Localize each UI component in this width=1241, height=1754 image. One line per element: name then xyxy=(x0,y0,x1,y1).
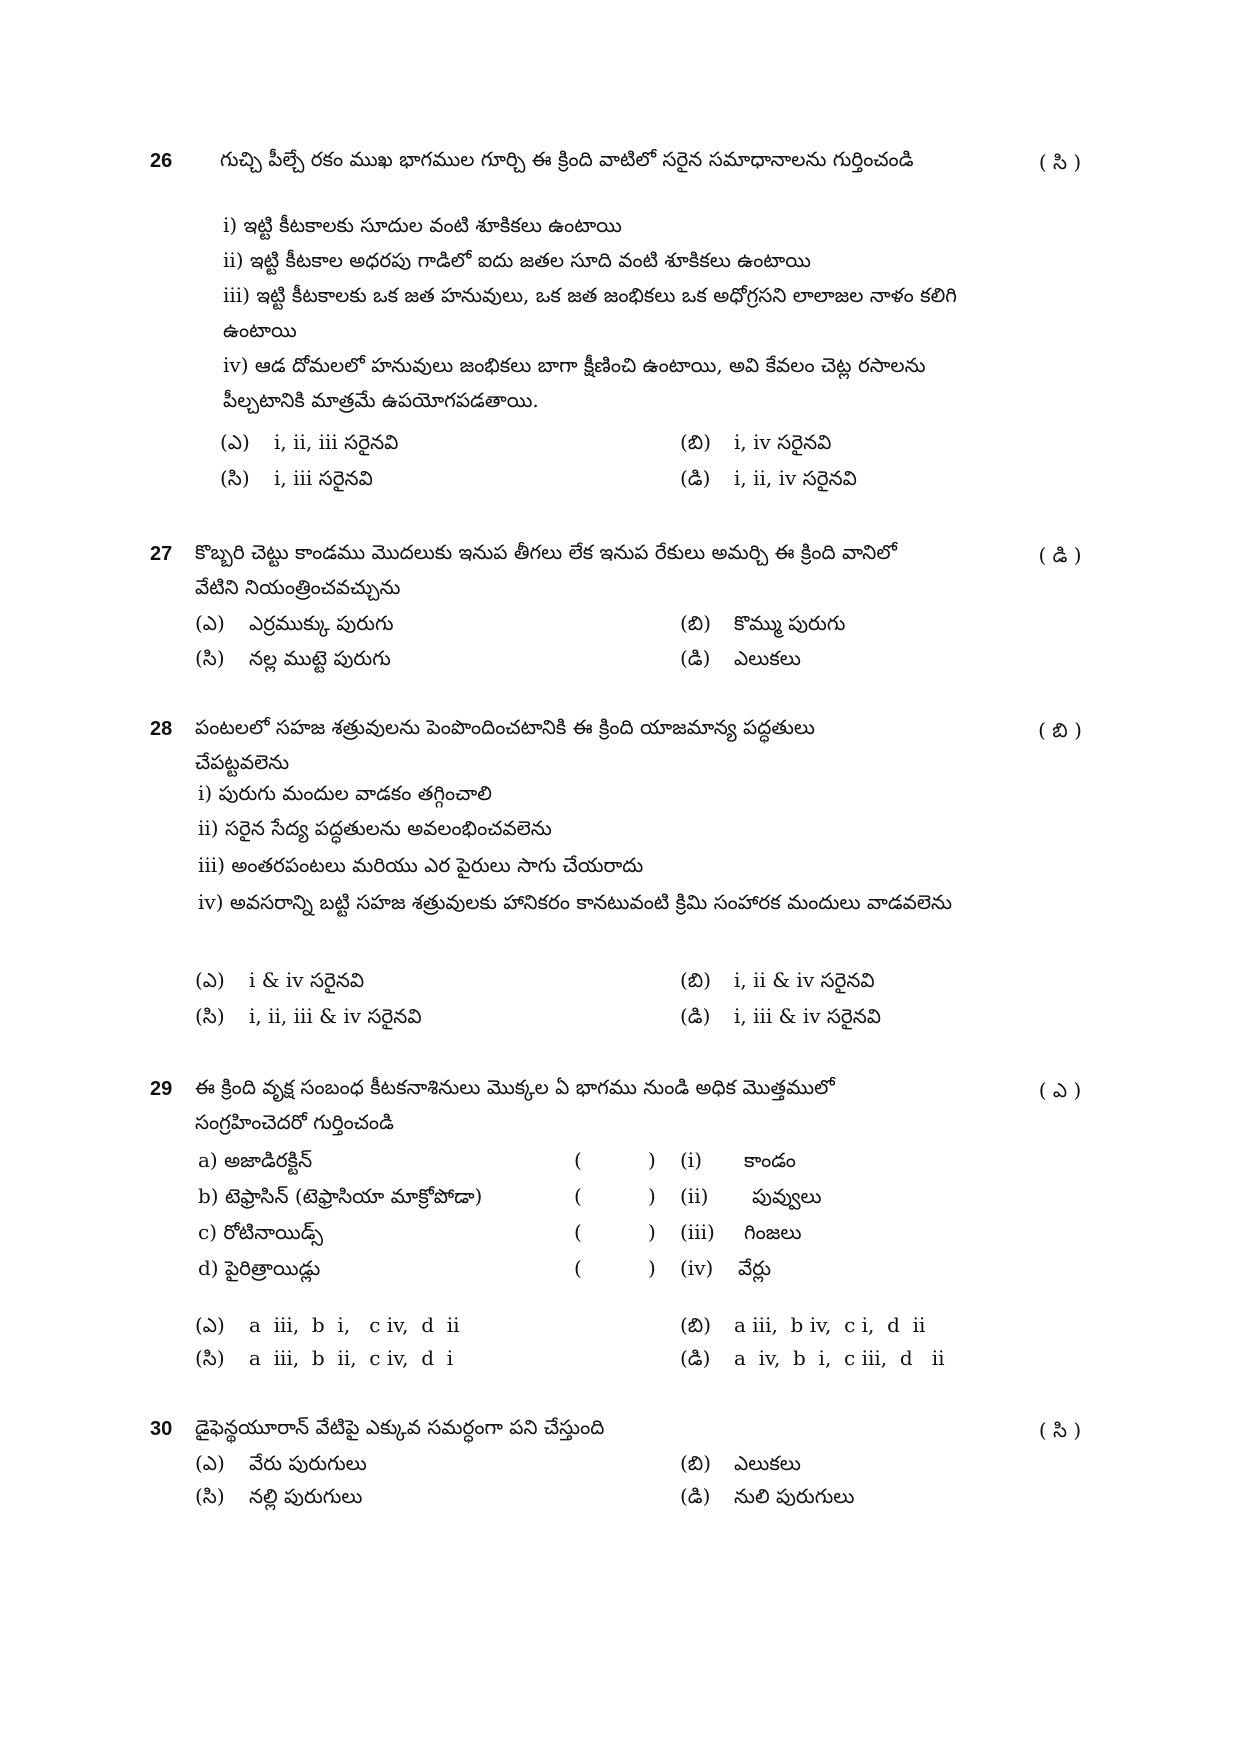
match-bracket-open: ( xyxy=(574,1148,582,1172)
match-bracket-open: ( xyxy=(574,1256,582,1280)
option-text: ఎర్రముక్కు పురుగు xyxy=(249,611,394,635)
option-b[interactable] xyxy=(680,1313,925,1342)
option-d[interactable] xyxy=(680,466,857,495)
option-label: (ఎ) xyxy=(195,968,225,992)
question-text: గుచ్చి పీల్చే రకం ముఖ భాగముల గూర్చి ఈ క్రింది వాటిలో సరైన సమాధానాలను గుర్తించండి xyxy=(220,147,914,171)
option-text: వేరు పురుగులు xyxy=(249,1451,367,1475)
option-label: (ఎ) xyxy=(220,430,250,454)
statement: ii) ఇట్టి కీటకాల అధరపు గాడిలో ఐదు జతల సూది వంటి శూకికలు ఉంటాయి xyxy=(223,248,811,272)
option-label: (డి) xyxy=(680,1004,711,1028)
option-c[interactable] xyxy=(220,466,373,495)
question-text: డైఫెన్థయూరాన్ వేటిపై ఎక్కువ సమర్ధంగా పని చేస్తుంది xyxy=(195,1415,605,1439)
option-a[interactable] xyxy=(195,1451,367,1480)
match-right: గింజలు xyxy=(744,1220,802,1244)
question-text: కొబ్బరి చెట్టు కాండము మొదలుకు ఇనుప తీగలు లేక ఇనుప రేకులు అమర్చి ఈ క్రింది వానిలో వేటిని నియంత్రించవచ్చును xyxy=(195,540,897,599)
option-text: ఎలుకలు xyxy=(734,1451,801,1475)
option-text: నల్లి పురుగులు xyxy=(249,1484,363,1508)
option-label: (ఎ) xyxy=(195,611,225,635)
question-text: పంటలలో సహజ శత్రువులను పెంపొందించటానికి ఈ క్రింది యాజమాన్య పద్ధతులు చేపట్టవలెను xyxy=(195,715,815,774)
option-c[interactable] xyxy=(195,1004,422,1033)
statement: iv) అవసరాన్ని బట్టి సహజ శత్రువులకు హానికరం కానటువంటి క్రిమి సంహారక మందులు వాడవలెను xyxy=(198,890,953,914)
match-left: b) టెఫ్రాసిన్ (టెఫ్రాసియా మాక్రోపోడా) xyxy=(198,1184,483,1208)
answer-key: ( బి ) xyxy=(1038,718,1082,742)
match-bracket-close: ) xyxy=(648,1256,656,1280)
match-left: c) రోటినాయిడ్స్ xyxy=(198,1220,323,1244)
match-number: (ii) xyxy=(680,1184,709,1208)
option-label: (బి) xyxy=(680,1313,712,1337)
option-c[interactable] xyxy=(195,1484,362,1513)
answer-key: ( సి ) xyxy=(1038,1418,1082,1442)
option-label: (సి) xyxy=(195,1484,225,1508)
match-left: a) అజాడిరక్టిన్ xyxy=(198,1148,313,1172)
statement: i) ఇట్టి కీటకాలకు సూదుల వంటి శూకికలు ఉంటాయి xyxy=(223,213,622,237)
question-number: 27 xyxy=(150,543,173,565)
option-label: (సి) xyxy=(220,466,250,490)
option-a[interactable] xyxy=(195,968,364,997)
option-text: i, iii & iv సరైనవి xyxy=(734,1004,882,1028)
option-a[interactable] xyxy=(220,430,398,459)
option-text: నల్ల ముట్టె పురుగు xyxy=(249,646,391,670)
match-right: పువ్వులు xyxy=(752,1184,822,1208)
answer-key: ( సి ) xyxy=(1038,150,1082,174)
option-text: i, ii, iv సరైనవి xyxy=(734,466,857,490)
answer-key: ( ఎ ) xyxy=(1038,1078,1082,1102)
statement: iii) అంతరపంటలు మరియు ఎర పైరులు సాగు చేయరాదు xyxy=(198,853,644,877)
match-number: (iii) xyxy=(680,1220,715,1244)
option-text: కొమ్ము పురుగు xyxy=(734,611,846,635)
option-text: a iv, b i, c iii, d ii xyxy=(734,1346,945,1370)
option-label: (డి) xyxy=(680,1484,711,1508)
option-label: (బి) xyxy=(680,1451,712,1475)
option-label: (ఎ) xyxy=(195,1451,225,1475)
option-text: a iii, b iv, c i, d ii xyxy=(734,1313,926,1337)
question-number: 28 xyxy=(150,718,173,740)
match-right: వేర్లు xyxy=(738,1256,771,1280)
option-text: i, ii, iii సరైనవి xyxy=(274,430,399,454)
option-label: (డి) xyxy=(680,466,711,490)
option-d[interactable] xyxy=(680,1484,854,1513)
option-d[interactable] xyxy=(680,646,801,675)
option-text: ఎలుకలు xyxy=(734,646,801,670)
option-c[interactable] xyxy=(195,646,391,675)
question-number: 30 xyxy=(150,1418,173,1440)
option-b[interactable] xyxy=(680,1451,801,1480)
option-text: i & iv సరైనవి xyxy=(249,968,365,992)
option-text: నులి పురుగులు xyxy=(734,1484,855,1508)
option-label: (బి) xyxy=(680,611,712,635)
option-b[interactable] xyxy=(680,968,875,997)
match-bracket-close: ) xyxy=(648,1184,656,1208)
statement: i) పురుగు మందుల వాడకం తగ్గించాలి xyxy=(198,781,492,805)
option-label: (బి) xyxy=(680,968,712,992)
option-label: (డి) xyxy=(680,646,711,670)
match-number: (iv) xyxy=(680,1256,714,1280)
match-right: కాండం xyxy=(744,1148,796,1172)
question-number: 29 xyxy=(150,1078,173,1100)
option-text: i, iv సరైనవి xyxy=(734,430,832,454)
option-a[interactable] xyxy=(195,1313,460,1342)
match-bracket-close: ) xyxy=(648,1148,656,1172)
option-a[interactable] xyxy=(195,611,394,640)
option-text: i, iii సరైనవి xyxy=(274,466,373,490)
option-text: i, ii & iv సరైనవి xyxy=(734,968,875,992)
option-b[interactable] xyxy=(680,611,845,640)
option-label: (సి) xyxy=(195,646,225,670)
statement: iii) ఇట్టి కీటకాలకు ఒక జత హనువులు, ఒక జత జంభికలు ఒక అధోగ్రసని లాలాజల నాళం కలిగి ఉంటాయి xyxy=(223,283,957,342)
option-label: (డి) xyxy=(680,1346,711,1370)
option-d[interactable] xyxy=(680,1004,881,1033)
statement: ii) సరైన సేద్య పద్ధతులను అవలంభించవలెను xyxy=(198,816,552,840)
answer-key: ( డి ) xyxy=(1038,543,1082,567)
option-label: (సి) xyxy=(195,1004,225,1028)
match-left: d) పైరిత్రాయిడ్లు xyxy=(198,1256,321,1280)
match-bracket-open: ( xyxy=(574,1220,582,1244)
match-bracket-close: ) xyxy=(648,1220,656,1244)
option-d[interactable] xyxy=(680,1346,945,1375)
question-number: 26 xyxy=(150,150,173,172)
option-text: i, ii, iii & iv సరైనవి xyxy=(249,1004,422,1028)
option-b[interactable] xyxy=(680,430,831,459)
option-label: (సి) xyxy=(195,1346,225,1370)
option-c[interactable] xyxy=(195,1346,453,1375)
match-number: (i) xyxy=(680,1148,703,1172)
option-label: (బి) xyxy=(680,430,712,454)
option-text: a iii, b i, c iv, d ii xyxy=(249,1313,460,1337)
option-label: (ఎ) xyxy=(195,1313,225,1337)
match-bracket-open: ( xyxy=(574,1184,582,1208)
statement: iv) ఆడ దోమలలో హనువులు జంభికలు బాగా క్షీణించి ఉంటాయి, అవి కేవలం చెట్ల రసాలను పీల్చటానికి మాత్రమే ఉపయోగపడతాయి. xyxy=(223,353,926,412)
option-text: a iii, b ii, c iv, d i xyxy=(249,1346,454,1370)
question-text: ఈ క్రింది వృక్ష సంబంధ కీటకనాశినులు మొక్కల ఏ భాగము నుండి అధిక మొత్తములో సంగ్రహించెదరో గుర్తించండి xyxy=(195,1075,835,1134)
